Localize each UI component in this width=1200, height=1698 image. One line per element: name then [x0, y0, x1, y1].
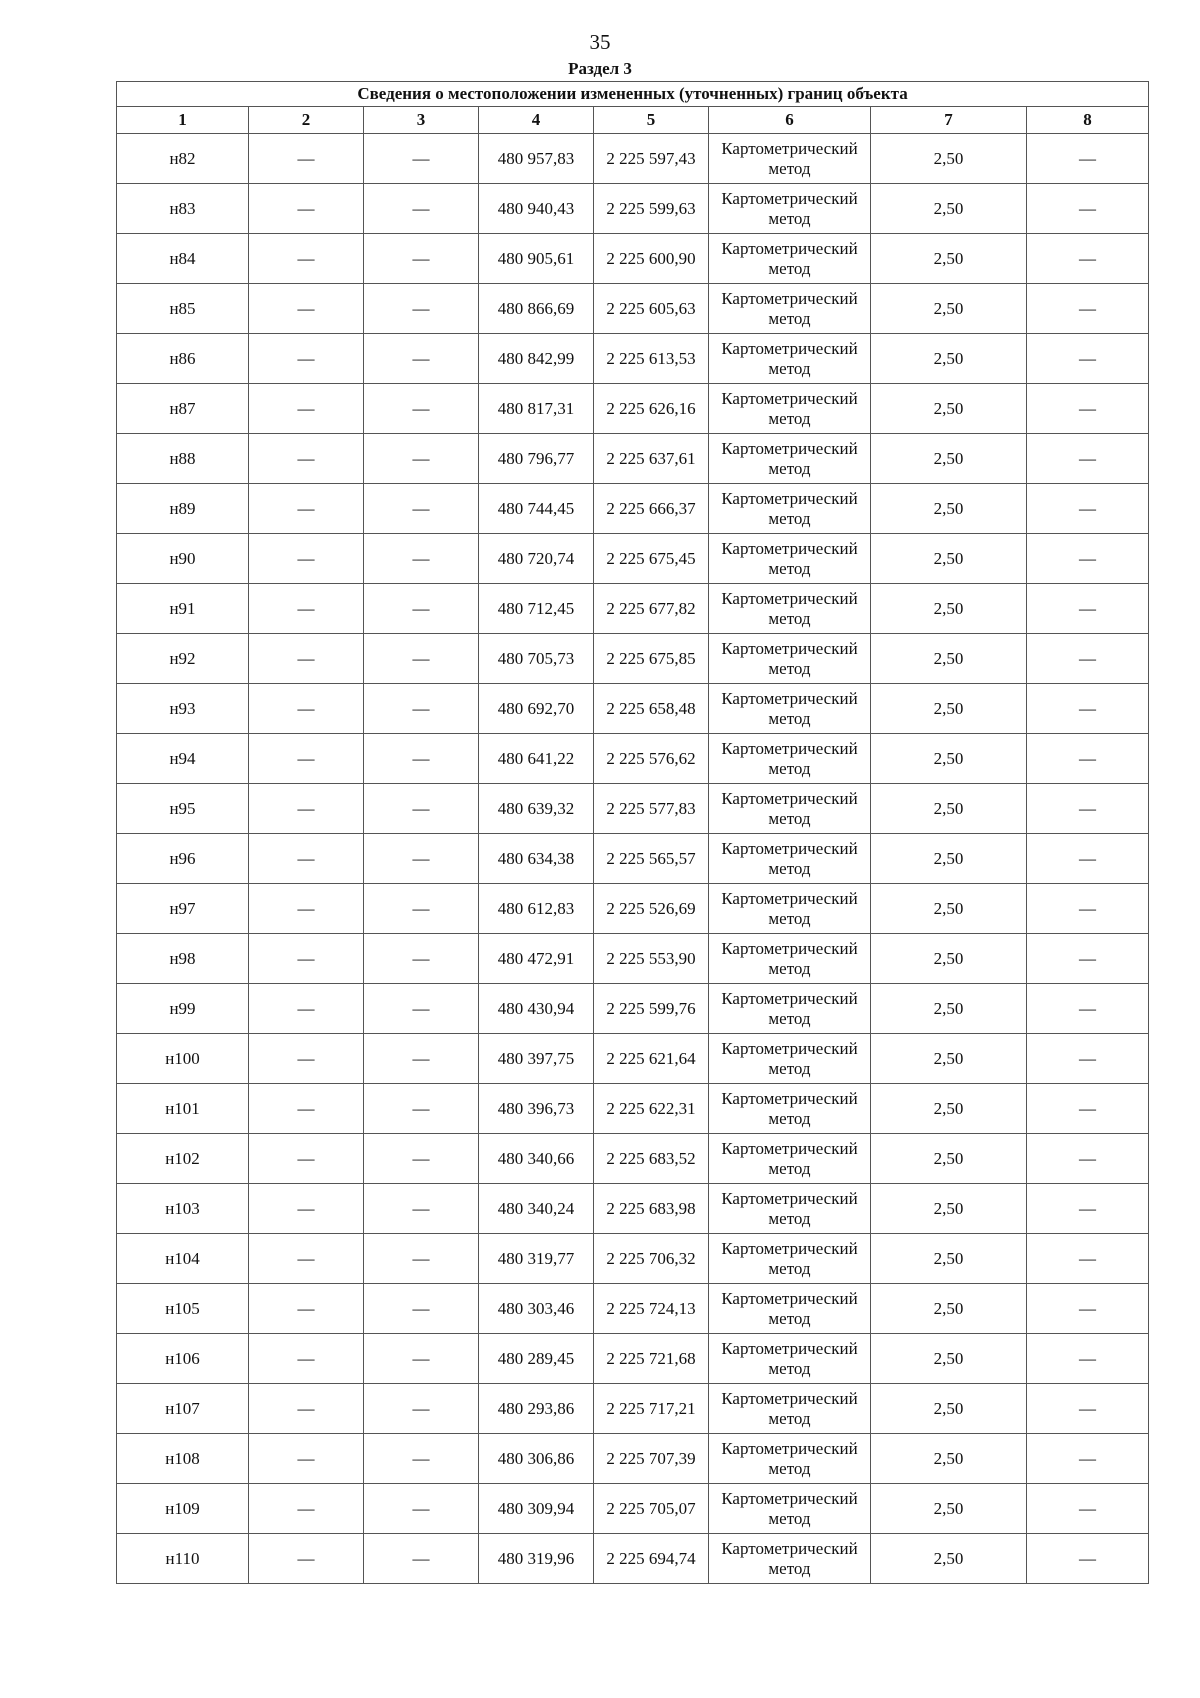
x-coordinate-cell: 480 340,66	[479, 1134, 594, 1184]
method-cell: Картометрический метод	[709, 1284, 871, 1334]
column-8-cell: —	[1027, 134, 1149, 184]
y-coordinate-cell: 2 225 577,83	[594, 784, 709, 834]
column-2-cell: —	[249, 684, 364, 734]
y-coordinate-cell: 2 225 675,45	[594, 534, 709, 584]
y-coordinate-cell: 2 225 677,82	[594, 584, 709, 634]
x-coordinate-cell: 480 692,70	[479, 684, 594, 734]
point-cell: н88	[117, 434, 249, 484]
x-coordinate-cell: 480 720,74	[479, 534, 594, 584]
point-cell: н108	[117, 1434, 249, 1484]
x-coordinate-cell: 480 639,32	[479, 784, 594, 834]
column-2-cell: —	[249, 1134, 364, 1184]
column-3-cell: —	[364, 884, 479, 934]
point-cell: н97	[117, 884, 249, 934]
method-cell: Картометрический метод	[709, 1234, 871, 1284]
column-8-cell: —	[1027, 984, 1149, 1034]
x-coordinate-cell: 480 817,31	[479, 384, 594, 434]
column-8-cell: —	[1027, 834, 1149, 884]
x-coordinate-cell: 480 306,86	[479, 1434, 594, 1484]
table-row	[117, 1234, 1149, 1284]
x-coordinate-cell: 480 641,22	[479, 734, 594, 784]
column-3-cell: —	[364, 1184, 479, 1234]
column-2-cell: —	[249, 1334, 364, 1384]
column-3-cell: —	[364, 984, 479, 1034]
column-8-cell: —	[1027, 484, 1149, 534]
table-row	[117, 234, 1149, 284]
x-coordinate-cell: 480 744,45	[479, 484, 594, 534]
column-3-cell: —	[364, 734, 479, 784]
method-cell: Картометрический метод	[709, 234, 871, 284]
accuracy-cell: 2,50	[871, 1184, 1027, 1234]
method-cell: Картометрический метод	[709, 1384, 871, 1434]
accuracy-cell: 2,50	[871, 384, 1027, 434]
column-8-cell: —	[1027, 1534, 1149, 1584]
method-cell: Картометрический метод	[709, 784, 871, 834]
column-3-cell: —	[364, 484, 479, 534]
column-8-cell: —	[1027, 734, 1149, 784]
point-cell: н96	[117, 834, 249, 884]
column-2-cell: —	[249, 534, 364, 584]
point-cell: н101	[117, 1084, 249, 1134]
table-row	[117, 1284, 1149, 1334]
table-row	[117, 884, 1149, 934]
y-coordinate-cell: 2 225 622,31	[594, 1084, 709, 1134]
column-8-cell: —	[1027, 934, 1149, 984]
y-coordinate-cell: 2 225 599,76	[594, 984, 709, 1034]
column-8-cell: —	[1027, 1084, 1149, 1134]
column-number: 1	[117, 107, 249, 134]
point-cell: н105	[117, 1284, 249, 1334]
point-cell: н95	[117, 784, 249, 834]
accuracy-cell: 2,50	[871, 334, 1027, 384]
column-3-cell: —	[364, 1134, 479, 1184]
table-row	[117, 484, 1149, 534]
column-8-cell: —	[1027, 1284, 1149, 1334]
column-8-cell: —	[1027, 234, 1149, 284]
point-cell: н82	[117, 134, 249, 184]
point-cell: н93	[117, 684, 249, 734]
column-3-cell: —	[364, 684, 479, 734]
method-cell: Картометрический метод	[709, 1134, 871, 1184]
column-2-cell: —	[249, 1284, 364, 1334]
column-2-cell: —	[249, 1234, 364, 1284]
column-2-cell: —	[249, 484, 364, 534]
section-title: Раздел 3	[568, 59, 632, 78]
column-3-cell: —	[364, 184, 479, 234]
x-coordinate-cell: 480 396,73	[479, 1084, 594, 1134]
column-3-cell: —	[364, 934, 479, 984]
column-8-cell: —	[1027, 634, 1149, 684]
point-cell: н109	[117, 1484, 249, 1534]
column-number: 4	[479, 107, 594, 134]
y-coordinate-cell: 2 225 658,48	[594, 684, 709, 734]
accuracy-cell: 2,50	[871, 634, 1027, 684]
method-cell: Картометрический метод	[709, 734, 871, 784]
accuracy-cell: 2,50	[871, 534, 1027, 584]
method-cell: Картометрический метод	[709, 634, 871, 684]
method-cell: Картометрический метод	[709, 1334, 871, 1384]
table-row	[117, 334, 1149, 384]
accuracy-cell: 2,50	[871, 184, 1027, 234]
column-8-cell: —	[1027, 434, 1149, 484]
column-2-cell: —	[249, 1484, 364, 1534]
accuracy-cell: 2,50	[871, 934, 1027, 984]
column-3-cell: —	[364, 584, 479, 634]
table-row	[117, 1034, 1149, 1084]
x-coordinate-cell: 480 309,94	[479, 1484, 594, 1534]
y-coordinate-cell: 2 225 706,32	[594, 1234, 709, 1284]
y-coordinate-cell: 2 225 721,68	[594, 1334, 709, 1384]
table-row	[117, 284, 1149, 334]
x-coordinate-cell: 480 319,77	[479, 1234, 594, 1284]
x-coordinate-cell: 480 472,91	[479, 934, 594, 984]
y-coordinate-cell: 2 225 626,16	[594, 384, 709, 434]
table-row	[117, 534, 1149, 584]
column-3-cell: —	[364, 1034, 479, 1084]
method-cell: Картометрический метод	[709, 1084, 871, 1134]
column-8-cell: —	[1027, 1434, 1149, 1484]
table-row	[117, 184, 1149, 234]
column-number: 6	[709, 107, 871, 134]
point-cell: н98	[117, 934, 249, 984]
point-cell: н106	[117, 1334, 249, 1384]
page-number: 35	[589, 30, 611, 54]
column-3-cell: —	[364, 1334, 479, 1384]
column-3-cell: —	[364, 1284, 479, 1334]
y-coordinate-cell: 2 225 613,53	[594, 334, 709, 384]
accuracy-cell: 2,50	[871, 1284, 1027, 1334]
accuracy-cell: 2,50	[871, 284, 1027, 334]
point-cell: н87	[117, 384, 249, 434]
point-cell: н84	[117, 234, 249, 284]
method-cell: Картометрический метод	[709, 1184, 871, 1234]
column-8-cell: —	[1027, 334, 1149, 384]
column-3-cell: —	[364, 1484, 479, 1534]
table-row	[117, 934, 1149, 984]
column-3-cell: —	[364, 1084, 479, 1134]
y-coordinate-cell: 2 225 683,98	[594, 1184, 709, 1234]
column-8-cell: —	[1027, 1334, 1149, 1384]
column-2-cell: —	[249, 634, 364, 684]
column-2-cell: —	[249, 384, 364, 434]
column-number-row	[117, 107, 1149, 134]
point-cell: н99	[117, 984, 249, 1034]
table-row	[117, 434, 1149, 484]
point-cell: н90	[117, 534, 249, 584]
accuracy-cell: 2,50	[871, 1084, 1027, 1134]
x-coordinate-cell: 480 905,61	[479, 234, 594, 284]
y-coordinate-cell: 2 225 565,57	[594, 834, 709, 884]
column-3-cell: —	[364, 1534, 479, 1584]
accuracy-cell: 2,50	[871, 134, 1027, 184]
y-coordinate-cell: 2 225 621,64	[594, 1034, 709, 1084]
accuracy-cell: 2,50	[871, 984, 1027, 1034]
column-number: 3	[364, 107, 479, 134]
column-2-cell: —	[249, 984, 364, 1034]
accuracy-cell: 2,50	[871, 1234, 1027, 1284]
column-number: 7	[871, 107, 1027, 134]
column-3-cell: —	[364, 384, 479, 434]
table-row	[117, 1134, 1149, 1184]
method-cell: Картометрический метод	[709, 684, 871, 734]
x-coordinate-cell: 480 430,94	[479, 984, 594, 1034]
method-cell: Картометрический метод	[709, 1434, 871, 1484]
column-2-cell: —	[249, 184, 364, 234]
y-coordinate-cell: 2 225 600,90	[594, 234, 709, 284]
column-3-cell: —	[364, 784, 479, 834]
method-cell: Картометрический метод	[709, 484, 871, 534]
y-coordinate-cell: 2 225 637,61	[594, 434, 709, 484]
y-coordinate-cell: 2 225 599,63	[594, 184, 709, 234]
x-coordinate-cell: 480 397,75	[479, 1034, 594, 1084]
column-8-cell: —	[1027, 534, 1149, 584]
column-2-cell: —	[249, 584, 364, 634]
column-2-cell: —	[249, 784, 364, 834]
y-coordinate-cell: 2 225 717,21	[594, 1384, 709, 1434]
method-cell: Картометрический метод	[709, 934, 871, 984]
x-coordinate-cell: 480 634,38	[479, 834, 594, 884]
table-row	[117, 1184, 1149, 1234]
column-3-cell: —	[364, 534, 479, 584]
y-coordinate-cell: 2 225 553,90	[594, 934, 709, 984]
column-8-cell: —	[1027, 384, 1149, 434]
accuracy-cell: 2,50	[871, 1384, 1027, 1434]
accuracy-cell: 2,50	[871, 1334, 1027, 1384]
method-cell: Картометрический метод	[709, 434, 871, 484]
column-3-cell: —	[364, 334, 479, 384]
accuracy-cell: 2,50	[871, 834, 1027, 884]
column-3-cell: —	[364, 134, 479, 184]
x-coordinate-cell: 480 340,24	[479, 1184, 594, 1234]
point-cell: н110	[117, 1534, 249, 1584]
column-2-cell: —	[249, 884, 364, 934]
method-cell: Картометрический метод	[709, 1034, 871, 1084]
table-row	[117, 684, 1149, 734]
column-2-cell: —	[249, 834, 364, 884]
x-coordinate-cell: 480 796,77	[479, 434, 594, 484]
method-cell: Картометрический метод	[709, 534, 871, 584]
table-body	[117, 134, 1149, 1584]
column-2-cell: —	[249, 284, 364, 334]
column-8-cell: —	[1027, 1234, 1149, 1284]
accuracy-cell: 2,50	[871, 784, 1027, 834]
column-8-cell: —	[1027, 884, 1149, 934]
method-cell: Картометрический метод	[709, 984, 871, 1034]
method-cell: Картометрический метод	[709, 584, 871, 634]
method-cell: Картометрический метод	[709, 884, 871, 934]
x-coordinate-cell: 480 705,73	[479, 634, 594, 684]
column-8-cell: —	[1027, 584, 1149, 634]
y-coordinate-cell: 2 225 605,63	[594, 284, 709, 334]
point-cell: н85	[117, 284, 249, 334]
coordinates-table	[116, 81, 1149, 1584]
column-8-cell: —	[1027, 184, 1149, 234]
y-coordinate-cell: 2 225 694,74	[594, 1534, 709, 1584]
accuracy-cell: 2,50	[871, 734, 1027, 784]
accuracy-cell: 2,50	[871, 234, 1027, 284]
column-8-cell: —	[1027, 1184, 1149, 1234]
method-cell: Картометрический метод	[709, 1484, 871, 1534]
column-2-cell: —	[249, 234, 364, 284]
y-coordinate-cell: 2 225 576,62	[594, 734, 709, 784]
table-row	[117, 634, 1149, 684]
x-coordinate-cell: 480 289,45	[479, 1334, 594, 1384]
column-2-cell: —	[249, 334, 364, 384]
column-number: 2	[249, 107, 364, 134]
column-2-cell: —	[249, 734, 364, 784]
column-3-cell: —	[364, 434, 479, 484]
column-3-cell: —	[364, 634, 479, 684]
y-coordinate-cell: 2 225 526,69	[594, 884, 709, 934]
column-2-cell: —	[249, 434, 364, 484]
point-cell: н92	[117, 634, 249, 684]
accuracy-cell: 2,50	[871, 1484, 1027, 1534]
column-8-cell: —	[1027, 284, 1149, 334]
column-2-cell: —	[249, 1534, 364, 1584]
y-coordinate-cell: 2 225 683,52	[594, 1134, 709, 1184]
x-coordinate-cell: 480 940,43	[479, 184, 594, 234]
x-coordinate-cell: 480 319,96	[479, 1534, 594, 1584]
column-3-cell: —	[364, 1434, 479, 1484]
point-cell: н94	[117, 734, 249, 784]
y-coordinate-cell: 2 225 597,43	[594, 134, 709, 184]
column-2-cell: —	[249, 1184, 364, 1234]
column-2-cell: —	[249, 934, 364, 984]
method-cell: Картометрический метод	[709, 284, 871, 334]
table-row	[117, 1384, 1149, 1434]
column-3-cell: —	[364, 234, 479, 284]
y-coordinate-cell: 2 225 705,07	[594, 1484, 709, 1534]
column-8-cell: —	[1027, 1134, 1149, 1184]
x-coordinate-cell: 480 612,83	[479, 884, 594, 934]
x-coordinate-cell: 480 866,69	[479, 284, 594, 334]
y-coordinate-cell: 2 225 675,85	[594, 634, 709, 684]
table-row	[117, 1434, 1149, 1484]
accuracy-cell: 2,50	[871, 584, 1027, 634]
accuracy-cell: 2,50	[871, 1434, 1027, 1484]
x-coordinate-cell: 480 303,46	[479, 1284, 594, 1334]
table-caption: Сведения о местоположении измененных (уточненных) границ объекта	[117, 82, 1149, 107]
column-8-cell: —	[1027, 1034, 1149, 1084]
table-row	[117, 1334, 1149, 1384]
accuracy-cell: 2,50	[871, 684, 1027, 734]
column-2-cell: —	[249, 134, 364, 184]
point-cell: н100	[117, 1034, 249, 1084]
table-row	[117, 134, 1149, 184]
table-row	[117, 584, 1149, 634]
x-coordinate-cell: 480 712,45	[479, 584, 594, 634]
accuracy-cell: 2,50	[871, 884, 1027, 934]
column-3-cell: —	[364, 1234, 479, 1284]
column-number: 8	[1027, 107, 1149, 134]
column-8-cell: —	[1027, 784, 1149, 834]
column-3-cell: —	[364, 1384, 479, 1434]
y-coordinate-cell: 2 225 666,37	[594, 484, 709, 534]
column-2-cell: —	[249, 1434, 364, 1484]
x-coordinate-cell: 480 842,99	[479, 334, 594, 384]
table-row	[117, 1484, 1149, 1534]
table-row	[117, 1084, 1149, 1134]
point-cell: н89	[117, 484, 249, 534]
accuracy-cell: 2,50	[871, 484, 1027, 534]
point-cell: н104	[117, 1234, 249, 1284]
table-row	[117, 834, 1149, 884]
method-cell: Картометрический метод	[709, 1534, 871, 1584]
accuracy-cell: 2,50	[871, 1134, 1027, 1184]
column-number: 5	[594, 107, 709, 134]
table-row	[117, 734, 1149, 784]
column-2-cell: —	[249, 1084, 364, 1134]
method-cell: Картометрический метод	[709, 834, 871, 884]
point-cell: н103	[117, 1184, 249, 1234]
accuracy-cell: 2,50	[871, 1034, 1027, 1084]
method-cell: Картометрический метод	[709, 134, 871, 184]
table-row	[117, 784, 1149, 834]
point-cell: н83	[117, 184, 249, 234]
column-2-cell: —	[249, 1384, 364, 1434]
table-row	[117, 984, 1149, 1034]
column-8-cell: —	[1027, 1484, 1149, 1534]
x-coordinate-cell: 480 957,83	[479, 134, 594, 184]
column-3-cell: —	[364, 834, 479, 884]
method-cell: Картометрический метод	[709, 184, 871, 234]
method-cell: Картометрический метод	[709, 334, 871, 384]
point-cell: н102	[117, 1134, 249, 1184]
column-8-cell: —	[1027, 684, 1149, 734]
point-cell: н91	[117, 584, 249, 634]
accuracy-cell: 2,50	[871, 1534, 1027, 1584]
column-8-cell: —	[1027, 1384, 1149, 1434]
table-row	[117, 384, 1149, 434]
method-cell: Картометрический метод	[709, 384, 871, 434]
table-row	[117, 1534, 1149, 1584]
y-coordinate-cell: 2 225 707,39	[594, 1434, 709, 1484]
accuracy-cell: 2,50	[871, 434, 1027, 484]
column-2-cell: —	[249, 1034, 364, 1084]
y-coordinate-cell: 2 225 724,13	[594, 1284, 709, 1334]
x-coordinate-cell: 480 293,86	[479, 1384, 594, 1434]
point-cell: н107	[117, 1384, 249, 1434]
column-3-cell: —	[364, 284, 479, 334]
point-cell: н86	[117, 334, 249, 384]
